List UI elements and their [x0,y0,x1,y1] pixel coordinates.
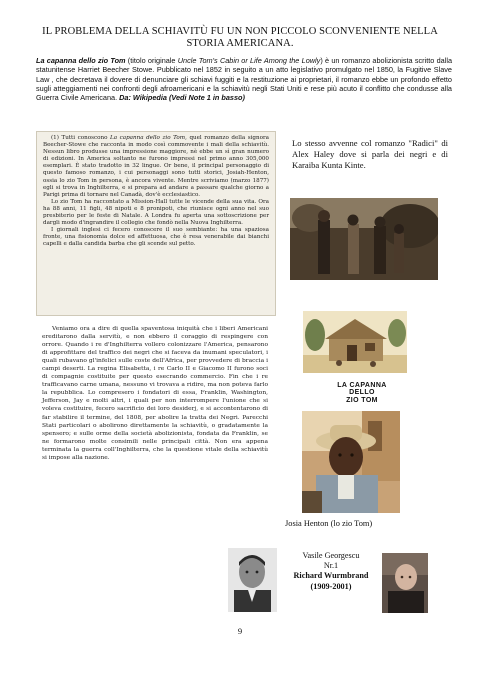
vasile-name: Vasile Georgescu [302,551,360,560]
intro-text-a: (titolo originale [125,56,178,65]
cabin-graphic [303,311,407,373]
page-title-line-2: STORIA AMERICANA. [186,38,294,49]
clipping-1-paragraph-3: I giornali inglesi ci fecero conoscere il suo sembiante: ha una spaziosa fronte, una fisionomia dolce ed affettuosa, che è resa venerabile dai bianchi capelli e dalla candida barba che gli scende sul petto. [43,227,269,248]
clipping-1-p1-rest: , quel romanzo della signora Beecher-Stowe che racconta in modo così commovente i mali della schiavitù. Nessun libro produsse una impressione maggiore, nè ebbe un sì gran numero di edizioni. In America soltanto ne furono impressi nel primo anno 305,000 esemplari. È stato tradotto in 32 lingue. Or bene, il principal personaggio di questo famoso romanzo, i cui personaggi sono tutti storici, Josiah-Henton, ossia lo zio Tom in persona, è ancora vivente. Mentre scriviamo (marzo 1877) egli si trova in Inghilterra, e si prepara ad andare a passare qualche giorno a Parigi prima di tornare nel Canadà, dov'è ecclesiastico. [43,135,269,198]
clipping-1-p1-start: (1) Tutti conoscono [51,135,111,141]
portraits-caption [280,551,382,592]
page-title [20,26,460,50]
josia-henton-caption: Josia Henton (lo zio Tom) [285,519,373,528]
newspaper-clipping-1 [36,131,276,316]
intro-book-name: La capanna dello zio Tom [36,56,126,65]
page-title-line-1: IL PROBLEMA DELLA SCHIAVITÙ FU UN NON PICCOLO SCONVENIENTE NELLA [42,26,438,37]
book-cover-line-1: LA CAPANNA [337,382,387,389]
right-note-paragraph: Lo stesso avvenne col romanzo "Radici" di Alex Haley dove si parla dei negri e di Karaiba Kunta Kinte. [292,138,448,170]
page-number: 9 [237,626,243,636]
clipping-1-paragraph-1 [43,135,269,199]
vasile-number: Nr.1 [323,561,339,571]
richard-years: (1909-2001) [310,581,352,591]
josia-henton-graphic [302,411,400,513]
intro-paragraph [36,56,452,102]
richard-wurmbrand-portrait [382,553,428,613]
book-cover-title [312,382,412,404]
intro-original-title: Uncle Tom's Cabin or Life Among the Lowly [177,56,321,65]
book-cover-line-3: ZIO TOM [346,396,378,404]
clipping-1-book: La capanna dello zio Tom [110,135,186,141]
richard-name: Richard Wurmbrand [293,571,369,581]
book-cover-line-2: DELLO [349,389,375,397]
josia-henton-portrait [302,411,400,513]
intro-source: Da: Wikipedia (Vedi Note 1 in basso) [119,93,245,103]
clipping-1-paragraph-2: Lo zio Tom ha raccontato a Mission-Hall tutte le vicende della sua vita. Ora ha 88 anni, 11 figli, 48 nipoti e 8 pronipoti, che riunisce ogni anno nel suo presbiterio per le feste di Natale. A Londra fu aperta una sottoscrizione per dargli modo d'ingrandire il collegio che fondò nella Nuova Inghilterra. [43,198,269,227]
clipping-2-paragraph-1: Veniamo ora a dire di quella spaventosa iniquità che i liberi Americani ereditarono dalla servitù, e non ebbero il coraggio di respingere con orrore. Quando i re d'Inghilterra vollero colonizzare l'America, pensarono di approfittare del traffico dei negri che si faceva da inumani speculatori, i quali rubavano gl'infelici sulle coste dell'Africa, per provvedere di braccia i campi deserti. La regina Elisabetta, i re Carlo II e Giacomo II furono soci di compagnie costituite per questo esecrando commercio. Fin che i re trafficavano carne umana, nessuno vi trovava a ridire, ma non poteva farlo la repubblica. Lo compresero i fondatori di essa, Franklin, Washington, Jefferson, Jay e molti altri, i quali per non interrompere l'unione che si voleva costituire, fecero sacrificio dei loro desiderj, e si accontentarono di far stabilire il termine, del 1808, per abolire la tratta dei Negri. Parecchi Stati particolari o abolirono direttamente la schiavitù, o gradatamente la spensero; e sulle orme della società abolizionista, fondata da Franklin, se ne formarono molte consimili nelle principali città. Non era appena terminata la guerra coll'Inghilterra, che la questione vitale della schiavitù si impose alla nazione. [42,326,268,461]
intro-text-b: ) è un romanzo abolizionista scritto dalla statunitense Harriet Beecher Stowe. Pubblicato nel 1852 in seguito a un atto legislativo promulgato nel 1850, la Fugitive Slave Law , che decretava il dovere di denunciare gli schiavi fuggiti e la restituzione ai proprietari, il romanzo ebbe un profondo effetto sugli atteggiamenti nei confronti degli afroamericani e la schiavitù negli Stati Uniti e rese più acuto il conflitto che condusse alla Guerra Civile Americana. [36,56,452,103]
film-still-photo [290,198,438,280]
richard-wurmbrand-graphic [382,553,428,613]
vasile-georgescu-portrait [228,548,277,612]
cabin-illustration [303,311,407,373]
film-still-graphic [290,198,438,280]
vasile-georgescu-graphic [228,548,277,612]
